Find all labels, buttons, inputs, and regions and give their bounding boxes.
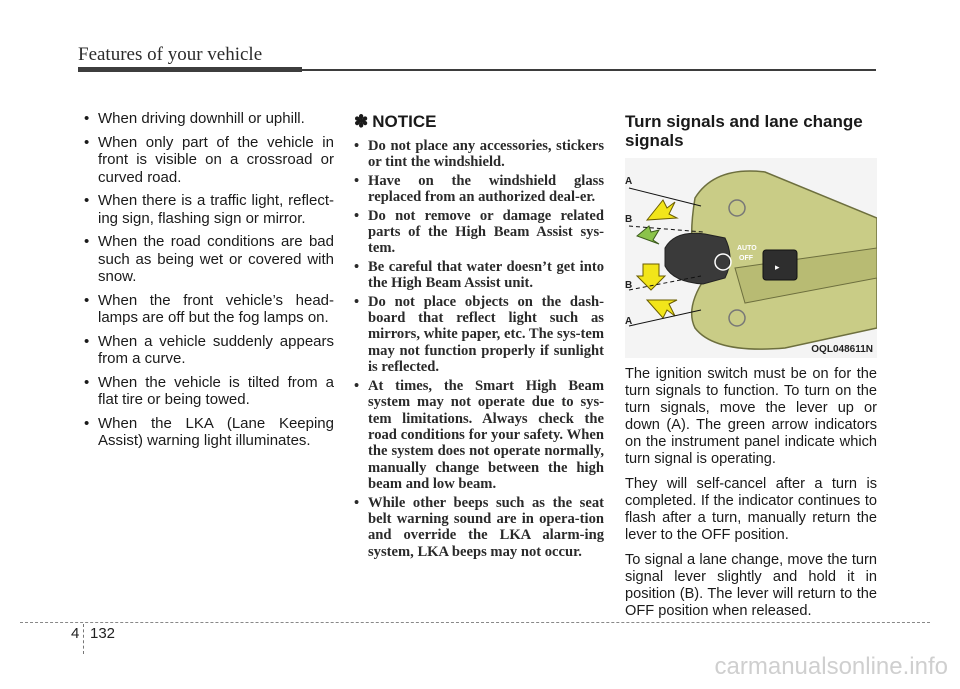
turn-signal-lever-illustration (625, 158, 877, 358)
column-turn-signals (625, 110, 877, 620)
figure-label-b-bottom: B (625, 280, 633, 291)
notice-star-icon: ✽ (354, 112, 369, 131)
off-text: OFF (739, 255, 753, 262)
list-item: • Do not remove or damage related parts of the High Beam Assist sys-tem. (354, 208, 604, 257)
list-item: • Have on the windshield glass replaced from an authorized deal-er. (354, 173, 604, 206)
header-title: Features of your vehicle (78, 44, 263, 65)
notice-title: NOTICE (372, 112, 437, 131)
conditions-list (84, 110, 334, 450)
list-item: • When the road conditions are bad such as being wet or covered with snow. (84, 233, 334, 286)
header-rule-thick (78, 67, 302, 72)
list-item: • While other beeps such as the seat belt warning sound are in opera-tion and override the LKA alarm-ing system, LKA beeps may not occur. (354, 495, 604, 561)
arrow-down-a-icon (647, 300, 677, 318)
column-notice (354, 110, 604, 562)
figure-label-a-bottom: A (625, 316, 633, 327)
list-item: • At times, the Smart High Beam system may not operate due to sys-tem limitations. Always check the road conditions for your safety. When the system does not operate normally, manually change between the high beam and low beam. (354, 378, 604, 493)
list-item: • When only part of the vehicle in front is visible on a crossroad or curved road. (84, 134, 334, 187)
header-rule-thin (302, 69, 876, 71)
list-item: • Be careful that water doesn’t get into the High Beam Assist unit. (354, 259, 604, 292)
paragraph: They will self-cancel after a turn is completed. If the indicator continues to flash after a turn, manually return the lever to the OFF position. (625, 476, 877, 543)
list-item: • Do not place objects on the dash-board that reflect light such as mirrors, white paper, etc. The sys-tem may not function properly if sunlight is reflected. (354, 294, 604, 376)
list-item: • When the front vehicle’s head-lamps are off but the fog lamps on. (84, 292, 334, 327)
figure-label-b-top: B (625, 214, 633, 225)
column-conditions (84, 110, 334, 456)
footer-divider (83, 624, 84, 654)
figure-label-a-top: A (625, 176, 633, 187)
chapter-number: 4 (71, 625, 80, 642)
paragraph: To signal a lane change, move the turn signal lever slightly and hold it in position (B). The lever will return to the OFF position when released. (625, 552, 877, 619)
list-item: • When a vehicle suddenly appears from a curve. (84, 333, 334, 368)
notice-list (354, 138, 604, 560)
paragraph: The ignition switch must be on for the turn signals to function. To turn on the turn signals, move the lever up or down (A). The green arrow indicators on the instrument panel indicate which turn signal is operating. (625, 366, 877, 467)
list-item: • When driving downhill or uphill. (84, 110, 334, 128)
notice-heading (354, 112, 604, 132)
list-item: • When the LKA (Lane Keeping Assist) warning light illuminates. (84, 415, 334, 450)
lever-end-cap (665, 233, 730, 284)
arrow-up-b-icon (637, 226, 659, 244)
footer-rule (20, 622, 930, 623)
auto-switch-glyph: ▸ (775, 262, 780, 272)
list-item: • Do not place any accessories, stickers or tint the windshield. (354, 138, 604, 171)
turn-signal-figure (625, 158, 877, 358)
page-number: 132 (90, 625, 116, 642)
list-item: • When the vehicle is tilted from a flat tire or being towed. (84, 374, 334, 409)
auto-switch (763, 250, 797, 280)
section-title: Turn signals and lane change signals (625, 112, 863, 150)
list-item: • When there is a traffic light, reflect-ing sign, flashing sign or mirror. (84, 192, 334, 227)
watermark: carmanualsonline.info (714, 653, 948, 680)
arrow-up-a-icon (647, 200, 677, 220)
auto-text: AUTO (737, 245, 757, 252)
figure-caption: OQL048611N (811, 344, 873, 355)
